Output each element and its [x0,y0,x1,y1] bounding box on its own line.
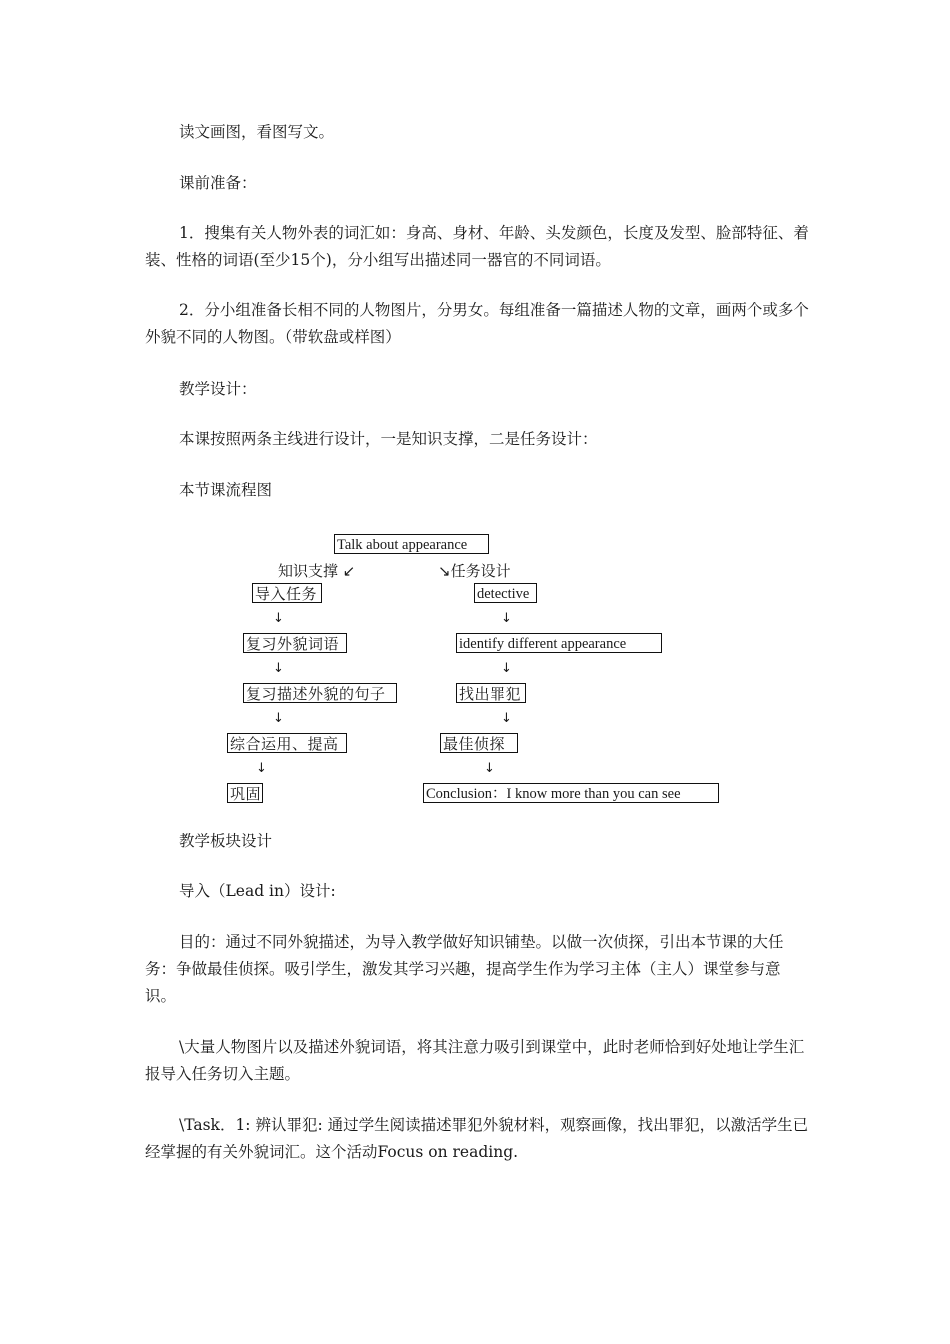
flow-top-box: Talk about appearance [334,534,489,554]
flowchart [0,520,950,820]
flow-left-box-4: 综合运用、提高 [227,733,347,753]
flow-left-box-2: 复习外貌词语 [243,633,347,653]
heading-teaching-design: 教学设计： [179,380,257,398]
paragraph-prep-item-1: 1．搜集有关人物外表的词汇如：身高、身材、年龄、头发颜色，长度及发型、脸部特征、着装、性格的词语(至少15个)，分小组写出描述同一器官的不同词语。 [145,224,809,269]
flow-left-box-5: 巩固 [227,783,263,803]
heading-module-design: 教学板块设计 [179,832,273,850]
heading-lead-in: 导入（Lead in）设计: [179,882,336,900]
down-arrow-icon: ↓ [273,611,284,626]
paragraph-prep-item-2: 2．分小组准备长相不同的人物图片，分男女。每组准备一篇描述人物的文章，画两个或多个外貌不同的人物图。（带软盘或样图） [145,301,809,346]
flow-left-box-3: 复习描述外貌的句子 [243,683,397,703]
flow-right-box-3: 找出罪犯 [456,683,526,703]
flow-right-box-4: 最佳侦探 [440,733,518,753]
paragraph-intro: 读文画图，看图写文。 [179,123,335,141]
flow-left-label: 知识支撑 ↙ [278,562,356,580]
down-arrow-icon: ↓ [273,661,284,676]
down-arrow-icon: ↓ [256,761,267,776]
down-arrow-icon: ↓ [273,711,284,726]
paragraph-task-1: \Task．1: 辨认罪犯: 通过学生阅读描述罪犯外貌材料，观察画像，找出罪犯，以激活学生已经掌握的有关外貌词汇。这个活动Focus on reading. [145,1116,809,1161]
flow-right-box-5: Conclusion：I know more than you can see [423,783,719,803]
down-arrow-icon: ↓ [501,711,512,726]
flow-left-box-1: 导入任务 [252,583,322,603]
down-arrow-icon: ↓ [501,611,512,626]
down-arrow-icon: ↓ [501,661,512,676]
paragraph-purpose: 目的：通过不同外貌描述，为导入教学做好知识铺垫。以做一次侦探，引出本节课的大任务：争做最佳侦探。吸引学生，激发其学习兴趣，提高学生作为学习主体（主人）课堂参与意识。 [145,933,784,1005]
paragraph-design-lines: 本课按照两条主线进行设计，一是知识支撑，二是任务设计： [179,430,598,448]
flow-right-box-1: detective [474,583,537,603]
heading-preparation: 课前准备： [179,174,257,192]
flow-right-label: ↘任务设计 [438,562,511,580]
heading-flowchart: 本节课流程图 [179,481,273,499]
paragraph-pictures: \大量人物图片以及描述外貌词语，将其注意力吸引到课堂中，此时老师恰到好处地让学生汇报导入任务切入主题。 [145,1038,805,1083]
down-arrow-icon: ↓ [484,761,495,776]
flow-right-box-2: identify different appearance [456,633,662,653]
